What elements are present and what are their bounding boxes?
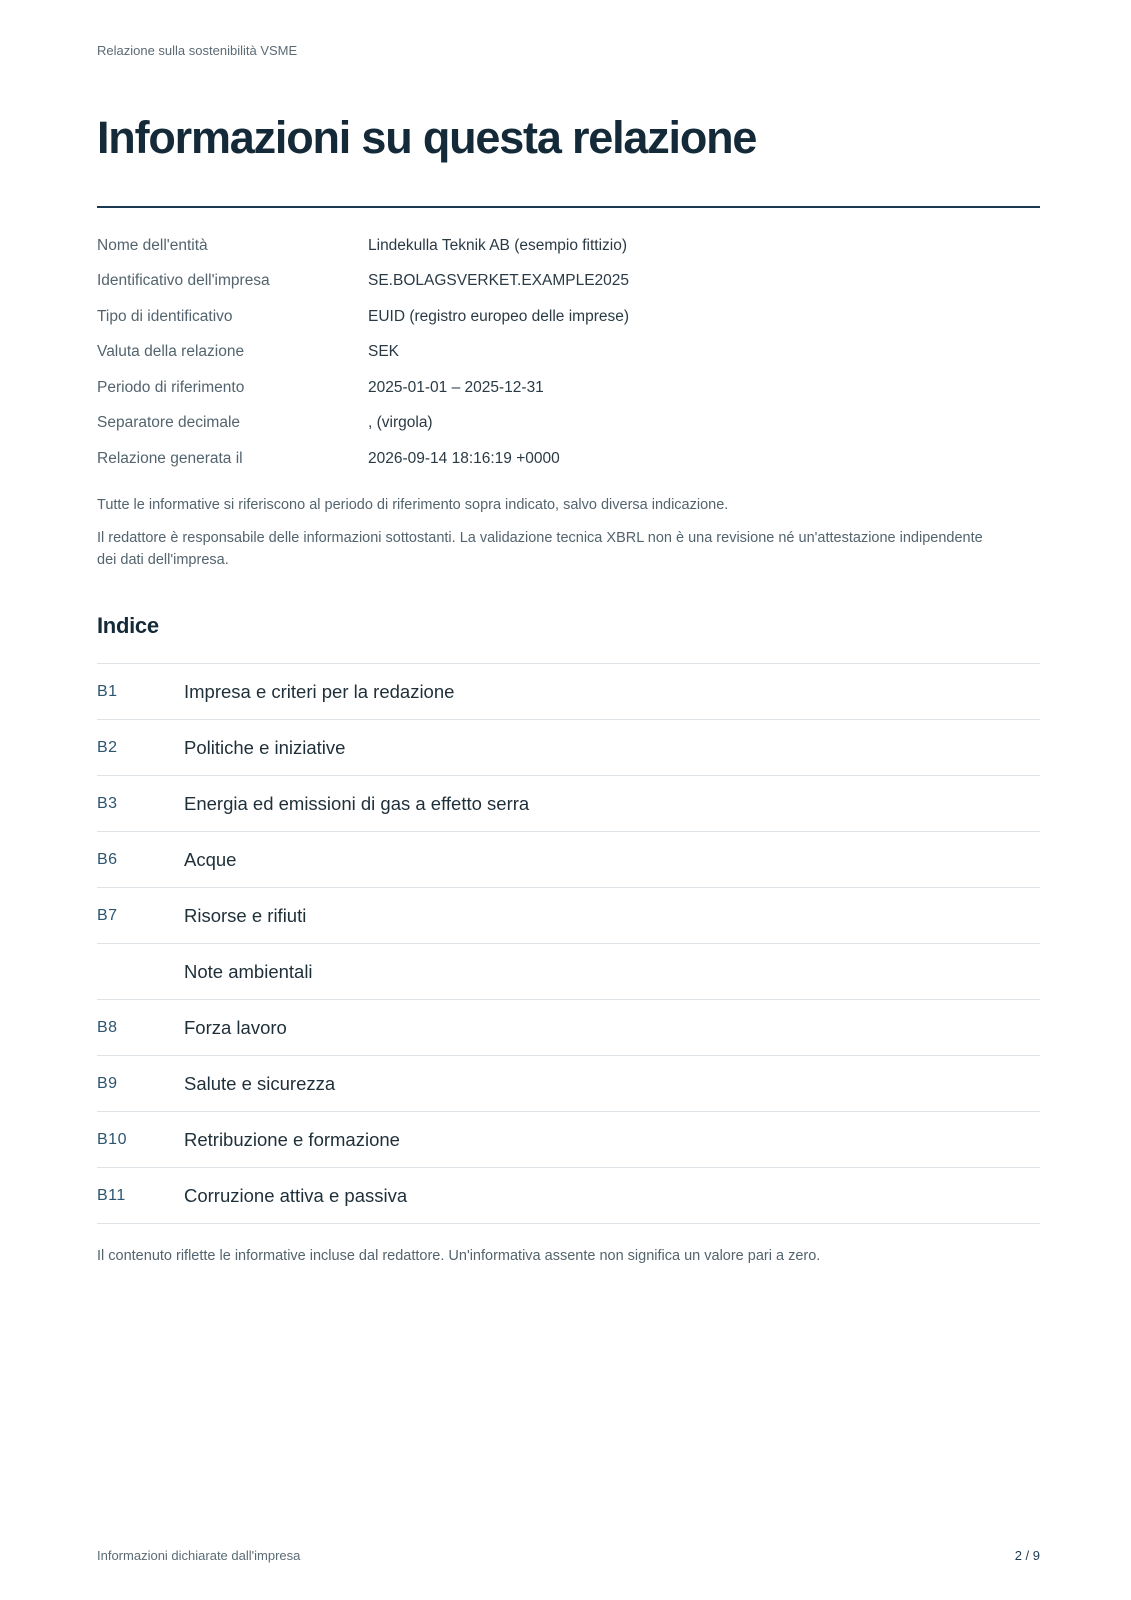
toc-item-title: Risorse e rifiuti [184, 904, 307, 926]
toc-item-code: B11 [97, 1186, 126, 1204]
metadata-row-currency [97, 335, 1040, 371]
toc-item-code: B7 [97, 906, 118, 924]
metadata-row-identifier-type [97, 299, 1040, 335]
metadata-label: Separatore decimale [97, 414, 241, 432]
toc-item-code: B3 [97, 794, 118, 812]
metadata-label: Relazione generata il [97, 449, 243, 467]
metadata-row-reporting-period [97, 370, 1040, 406]
toc-heading: Indice [97, 613, 159, 638]
reporting-period-note: Tutte le informative si riferiscono al periodo di riferimento sopra indicato, salvo diversa indicazione. [97, 497, 729, 513]
responsibility-note: Il redattore è responsabile delle informazioni sottostanti. La validazione tecnica XBRL non è una revisione né un'attestazione indipendente dei dati dell'impresa. [97, 530, 983, 568]
metadata-label: Tipo di identificativo [97, 307, 233, 325]
toc-item-title: Politiche e iniziative [184, 736, 346, 758]
toc-item-title: Retribuzione e formazione [184, 1128, 400, 1150]
metadata-value: 2026-09-14 18:16:19 +0000 [368, 449, 560, 467]
toc-item-title: Forza lavoro [184, 1016, 287, 1038]
toc-item-code: B10 [97, 1130, 127, 1148]
toc-item-code: B8 [97, 1018, 118, 1036]
toc-item-code: B2 [97, 738, 118, 756]
toc-item-code: B1 [97, 682, 118, 700]
toc-item-b6[interactable] [97, 832, 1040, 888]
toc-item-title: Acque [184, 848, 237, 870]
toc-item-b1[interactable] [97, 664, 1040, 720]
metadata-value: 2025-01-01 – 2025-12-31 [368, 378, 544, 396]
table-of-contents [97, 663, 1040, 1224]
toc-item-code: B9 [97, 1074, 118, 1092]
metadata-value: EUID (registro europeo delle imprese) [368, 307, 630, 325]
toc-item-b10[interactable] [97, 1112, 1040, 1168]
metadata-row-entity-name [97, 228, 1040, 264]
toc-item-b11[interactable] [97, 1168, 1040, 1224]
metadata-label: Identificativo dell'impresa [97, 272, 270, 290]
page-number: 2 / 9 [1014, 1548, 1040, 1563]
toc-item-b7[interactable] [97, 888, 1040, 944]
toc-item-title: Impresa e criteri per la redazione [184, 680, 455, 702]
toc-item-title: Energia ed emissioni di gas a effetto serra [184, 792, 530, 814]
toc-item-title: Note ambientali [184, 960, 313, 982]
metadata-row-decimal-separator [97, 406, 1040, 442]
toc-item-environmental-notes[interactable] [97, 944, 1040, 1000]
page-title: Informazioni su questa relazione [97, 112, 757, 163]
metadata-value: SEK [368, 343, 400, 361]
metadata-label: Nome dell'entità [97, 236, 208, 254]
running-footer: Informazioni dichiarate dall'impresa [97, 1548, 301, 1563]
toc-item-b3[interactable] [97, 776, 1040, 832]
metadata-value: SE.BOLAGSVERKET.EXAMPLE2025 [368, 272, 630, 290]
metadata-label: Valuta della relazione [97, 343, 245, 361]
toc-item-b9[interactable] [97, 1056, 1040, 1112]
toc-item-b2[interactable] [97, 720, 1040, 776]
toc-item-title: Salute e sicurezza [184, 1072, 336, 1094]
title-divider [97, 206, 1040, 208]
running-header: Relazione sulla sostenibilità VSME [97, 43, 298, 58]
metadata-value: Lindekulla Teknik AB (esempio fittizio) [368, 236, 628, 254]
metadata-label: Periodo di riferimento [97, 378, 245, 396]
report-page [97, 0, 1040, 1600]
toc-item-title: Corruzione attiva e passiva [184, 1184, 408, 1206]
metadata-row-generated-at [97, 441, 1040, 477]
omission-note: Il contenuto riflette le informative incluse dal redattore. Un'informativa assente non significa un valore pari a zero. [97, 1248, 821, 1264]
metadata-row-identifier [97, 264, 1040, 300]
report-metadata-table [97, 228, 1040, 477]
metadata-value: , (virgola) [368, 414, 433, 432]
toc-item-code: B6 [97, 850, 118, 868]
toc-item-b8[interactable] [97, 1000, 1040, 1056]
